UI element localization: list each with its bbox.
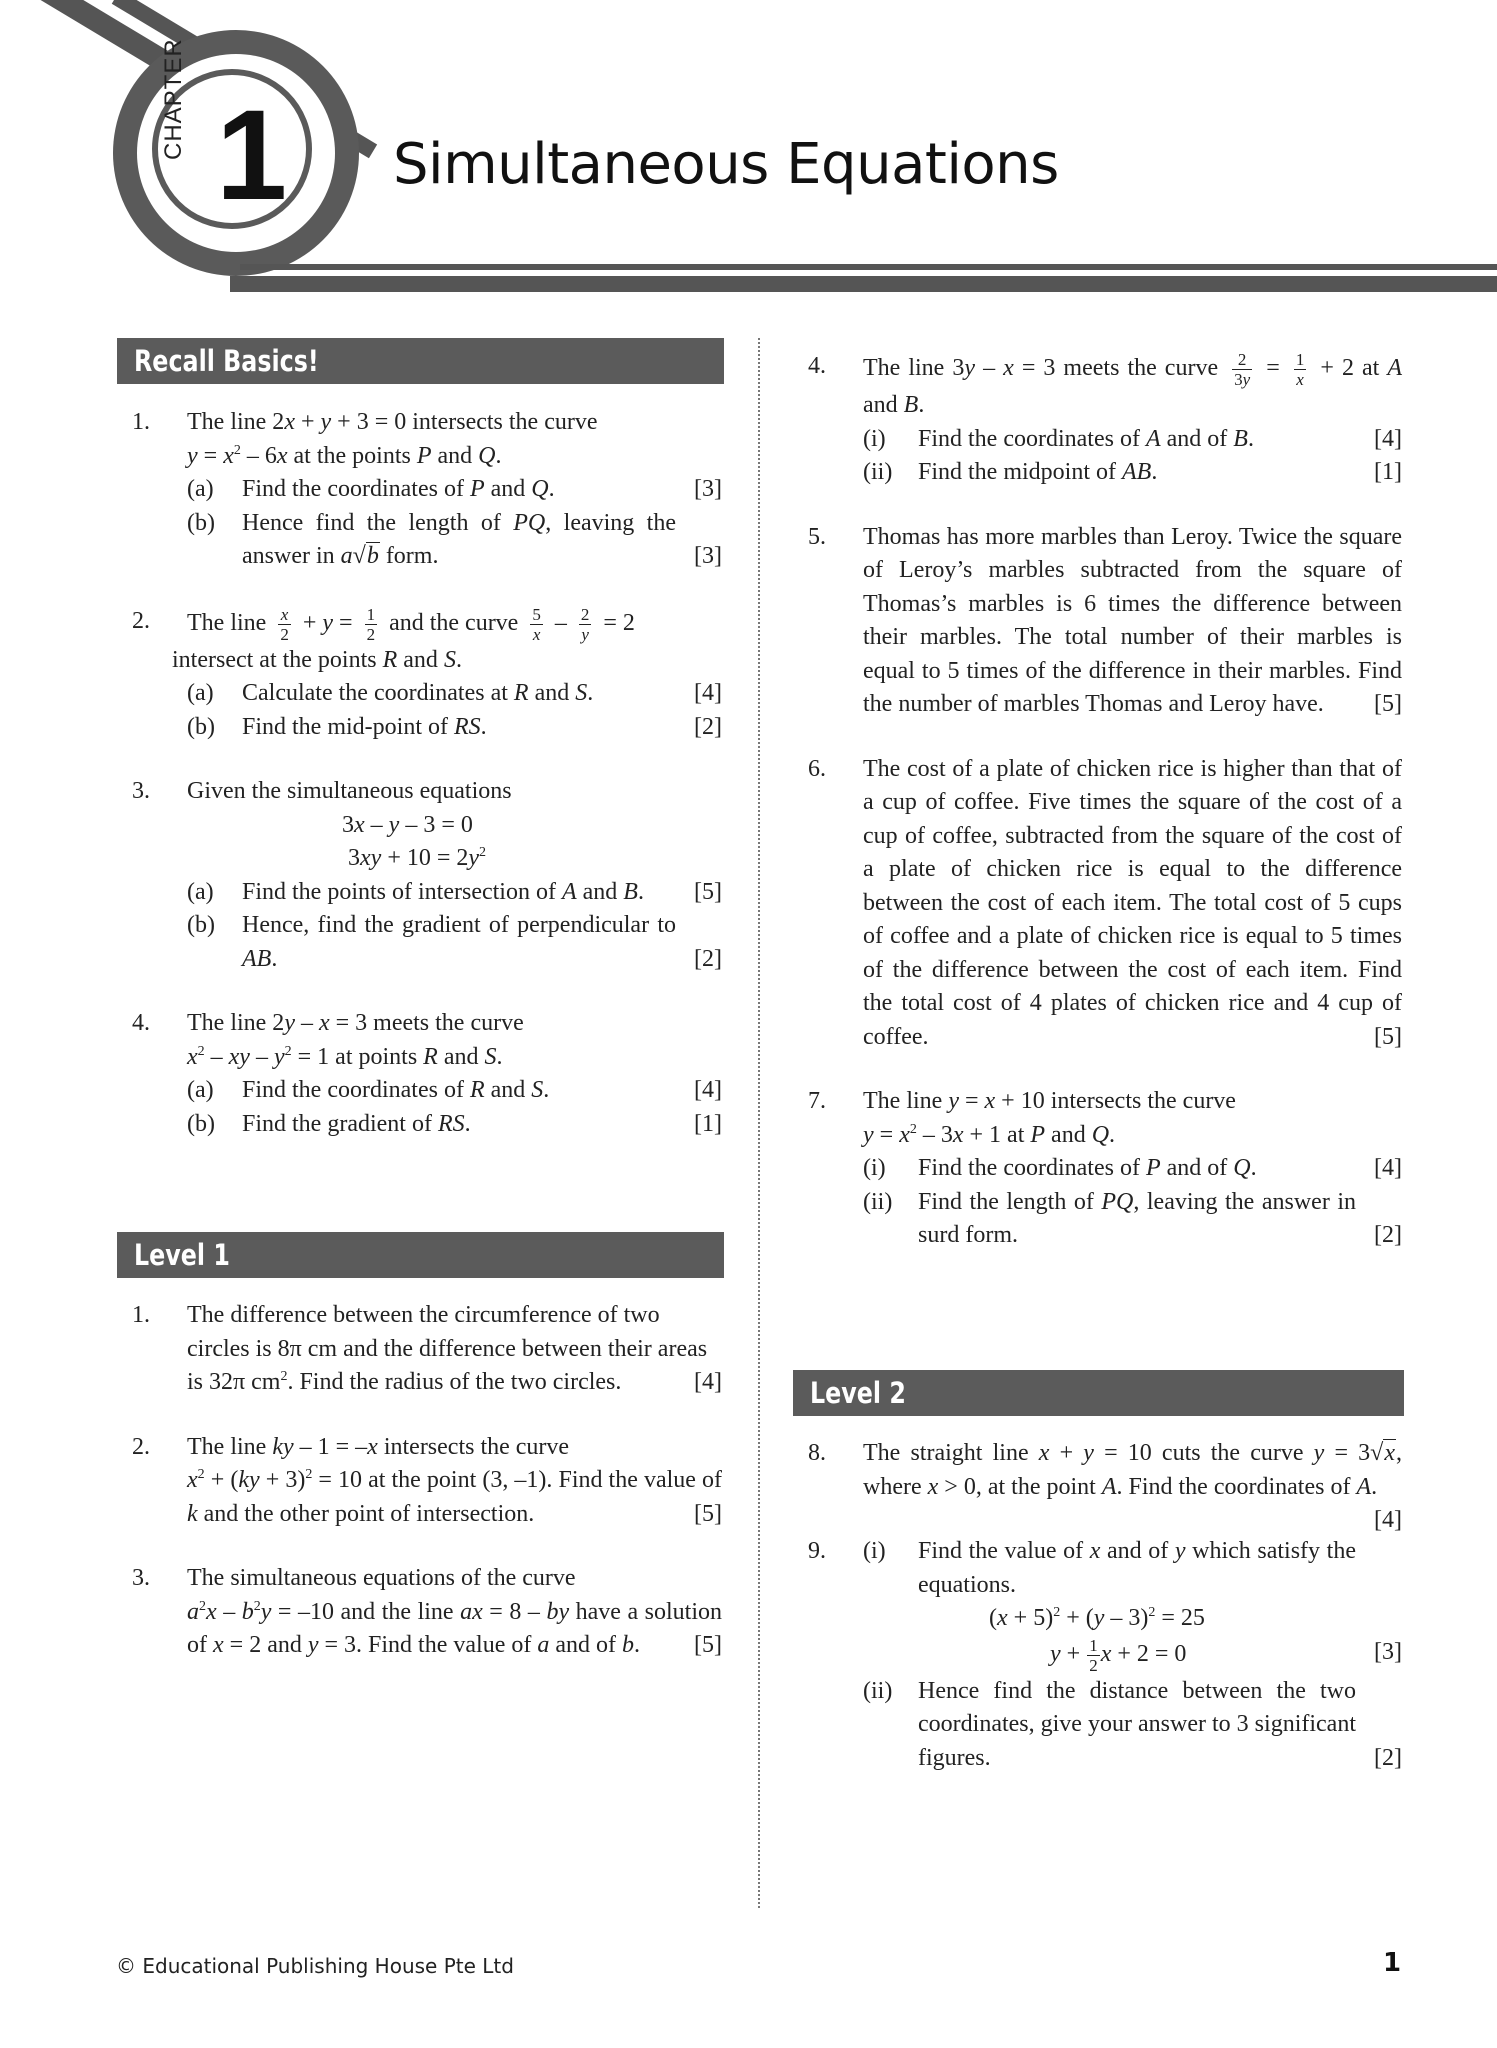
question-item: 2. The line $\frac{x}{2}$ + y = $\frac{1}{2}$ and the curve $\frac{5}{x}$ – $\frac{2}{y}$ = 2 intersect at the points R and S. (a) Calculate the coordinates at R and S. [4] (b) Find the mid-point of RS. [2] bbox=[132, 604, 722, 740]
column-divider bbox=[758, 338, 760, 1908]
question-item: 3. The simultaneous equations of the curve $a^2x - b^2y = -10$ and the line ax = 8 – by have a solution of x = 2 and y = 3. Find the value of a and of b. [5] bbox=[132, 1565, 722, 1658]
question-item: 8. The straight line x + y = 10 cuts the curve y = 3√x, where x > 0, at the point A. Find the coordinates of A. [4] bbox=[808, 1440, 1402, 1533]
question-item: 1. The line 2x + y + 3 = 0 intersects the curve $y = x^2 - 6x$ at the points P and Q. (a) Find the coordinates of P and Q. [3] (b) Hence find the length of PQ, leaving the answer in a√b form. [3] bbox=[132, 409, 722, 569]
page-number: 1 bbox=[1383, 1948, 1402, 1978]
section-level2-label: Level 2 bbox=[810, 1376, 906, 1410]
recall-questions-continued bbox=[808, 350, 1402, 1284]
section-level-1 bbox=[117, 1232, 724, 1278]
section-recall-basics bbox=[117, 338, 724, 384]
question-item: 9. (i) Find the value of x and of y which satisfy the equations. $(x + 5)^2 + (y - 3)^2 = 25$ y + $\frac{1}{2}$ x + 2 = 0 [3] (ii) Hence find the distance between the two coordinates, give your answer to 3 significant figures. [2] bbox=[808, 1538, 1402, 1771]
section-recall-label: Recall Basics! bbox=[134, 344, 319, 378]
chapter-number: 1 bbox=[216, 84, 288, 227]
question-item: 7. The line y = x + 10 intersects the curve $y = x^2 - 3x + 1$ at P and Q. (i) Find the coordinates of P and of Q. [4] (ii) Find the length of PQ, leaving the answer in surd form. [2] bbox=[808, 1088, 1402, 1248]
question-item: 4. The line 2y – x = 3 meets the curve $x^2$ – xy – $y^2 = 1$ at points R and S. (a) Find the coordinates of R and S. [4] (b) Find the gradient of RS. [1] bbox=[132, 1010, 722, 1137]
chapter-label: CHAPTER bbox=[160, 38, 187, 160]
header-rule-top bbox=[240, 264, 1497, 270]
section-level1-label: Level 1 bbox=[134, 1238, 230, 1272]
question-item: 3. Given the simultaneous equations 3x – y – 3 = 0 $3xy + 10 = 2y^2$ (a) Find the points of intersection of A and B. [5] (b) Hence, find the gradient of perpendicular to AB. [2] bbox=[132, 778, 722, 972]
question-item: 5. Thomas has more marbles than Leroy. Twice the square of Leroy’s marbles subtracted from the square of Thomas’s marbles is 6 times the difference between their marbles. The total number of their marbles is equal to 5 times of the difference in their marbles. Find the number of marbles Thomas and Leroy have. [5] bbox=[808, 523, 1402, 717]
question-item: 6. The cost of a plate of chicken rice is higher than that of a cup of coffee. Five times the square of the cost of a cup of coffee, subtracted from the square of the cost of a plate of chicken rice is equal to the difference between the cost of each item. The total cost of 5 cups of coffee and a plate of chicken rice is equal to 5 times of the difference between the cost of each item. Find the total cost of 4 plates of chicken rice and 4 cup of coffee. [5] bbox=[808, 755, 1402, 1050]
question-item: 2. The line ky – 1 = –x intersects the curve $x^2 + (ky + 3)^2 = 10$ at the point (3, –1). Find the value of k and the other point of intersection. [5] bbox=[132, 1433, 722, 1527]
recall-questions bbox=[132, 406, 722, 1172]
level2-questions bbox=[808, 1437, 1402, 1806]
level1-questions bbox=[132, 1299, 722, 1694]
question-item: 4. The line 3y – x = 3 meets the curve $\frac{2}{3y}$ = $\frac{1}{x}$ + 2 at A and B. (i) Find the coordinates of A and of B. [4] (ii) Find the midpoint of AB. [1] bbox=[808, 350, 1403, 485]
footer-publisher: © Educational Publishing House Pte Ltd bbox=[116, 1954, 514, 1978]
question-item: 1. The difference between the circumference of two circles is 8π cm and the difference between their areas is 32π $cm^2$. Find the radius of the two circles. [4] bbox=[132, 1302, 722, 1395]
header-rule-bottom bbox=[230, 276, 1497, 292]
page-title: Simultaneous Equations bbox=[393, 132, 1059, 197]
section-level-2 bbox=[793, 1370, 1404, 1416]
